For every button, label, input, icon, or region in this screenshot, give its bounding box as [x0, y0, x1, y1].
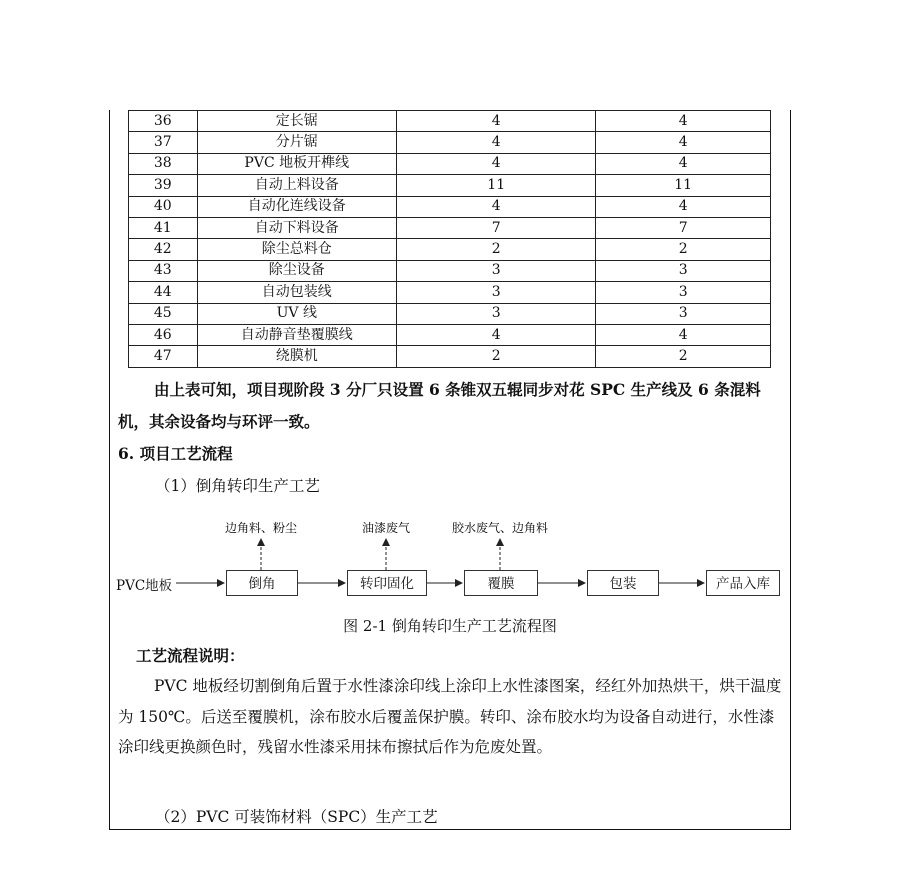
eia-quantity-cell: 3	[397, 303, 596, 324]
equipment-name-cell: 自动下料设备	[197, 217, 396, 238]
flow-source-label: PVC地板	[116, 578, 173, 594]
table-row	[129, 282, 771, 303]
eia-quantity-cell: 4	[397, 153, 596, 174]
row-number-cell: 37	[129, 132, 198, 153]
actual-quantity-cell: 11	[596, 175, 771, 196]
flow-step-warehousing: 产品入库	[706, 570, 780, 596]
row-number-cell: 43	[129, 260, 198, 281]
table-row	[129, 324, 771, 345]
figure-caption: 图 2-1 倒角转印生产工艺流程图	[343, 617, 557, 635]
table-row	[129, 346, 771, 367]
flow-step-film-coating: 覆膜	[464, 570, 538, 596]
row-number-cell: 42	[129, 239, 198, 260]
table-row	[129, 303, 771, 324]
table-row	[129, 132, 771, 153]
actual-quantity-cell: 2	[596, 346, 771, 367]
table-row	[129, 260, 771, 281]
equipment-name-cell: 定长锯	[197, 111, 396, 132]
equipment-name-cell: UV 线	[197, 303, 396, 324]
actual-quantity-cell: 7	[596, 217, 771, 238]
actual-quantity-cell: 4	[596, 324, 771, 345]
subsection-title-1: （1）倒角转印生产工艺	[155, 477, 320, 495]
actual-quantity-cell: 3	[596, 282, 771, 303]
equipment-name-cell: 除尘设备	[197, 260, 396, 281]
row-number-cell: 46	[129, 324, 198, 345]
row-number-cell: 47	[129, 346, 198, 367]
row-number-cell: 41	[129, 217, 198, 238]
row-number-cell: 36	[129, 111, 198, 132]
table-row	[129, 175, 771, 196]
actual-quantity-cell: 3	[596, 260, 771, 281]
eia-quantity-cell: 2	[397, 239, 596, 260]
eia-quantity-cell: 2	[397, 346, 596, 367]
row-number-cell: 39	[129, 175, 198, 196]
eia-quantity-cell: 4	[397, 324, 596, 345]
section-heading: 6. 项目工艺流程	[118, 444, 233, 463]
process-note-body: PVC 地板经切割倒角后置于水性漆涂印线上涂印上水性漆图案，经红外加热烘干，烘干温度为 150℃。后送至覆膜机，涂布胶水后覆盖保护膜。转印、涂布胶水均为设备自动进行，水性漆涂印线更换颜色时，残留水性漆采用抹布擦拭后作为危废处置。	[118, 677, 782, 756]
equipment-name-cell: 分片锯	[197, 132, 396, 153]
eia-quantity-cell: 4	[397, 111, 596, 132]
eia-quantity-cell: 4	[397, 196, 596, 217]
subsection-title-2: （2）PVC 可装饰材料（SPC）生产工艺	[155, 808, 438, 826]
actual-quantity-cell: 4	[596, 132, 771, 153]
eia-quantity-cell: 3	[397, 282, 596, 303]
process-note-title: 工艺流程说明：	[136, 646, 245, 665]
flow-step-chamfer: 倒角	[226, 570, 298, 596]
table-row	[129, 153, 771, 174]
equipment-name-cell: 绕膜机	[197, 346, 396, 367]
process-flow-diagram	[110, 515, 790, 615]
table-row	[129, 239, 771, 260]
actual-quantity-cell: 4	[596, 153, 771, 174]
actual-quantity-cell: 4	[596, 196, 771, 217]
actual-quantity-cell: 2	[596, 239, 771, 260]
row-number-cell: 44	[129, 282, 198, 303]
actual-quantity-cell: 4	[596, 111, 771, 132]
equipment-name-cell: 自动化连线设备	[197, 196, 396, 217]
row-number-cell: 40	[129, 196, 198, 217]
summary-paragraph: 由上表可知，项目现阶段 3 分厂只设置 6 条锥双五辊同步对花 SPC 生产线及 6 条混料机，其余设备均与环评一致。	[118, 380, 761, 431]
table-row	[129, 111, 771, 132]
eia-quantity-cell: 4	[397, 132, 596, 153]
equipment-name-cell: PVC 地板开榫线	[197, 153, 396, 174]
emission-label: 胶水废气、边角料	[451, 521, 549, 535]
table-row	[129, 196, 771, 217]
eia-quantity-cell: 3	[397, 260, 596, 281]
actual-quantity-cell: 3	[596, 303, 771, 324]
flow-step-packaging: 包装	[587, 570, 659, 596]
flow-arrows	[110, 515, 790, 615]
equipment-name-cell: 自动包装线	[197, 282, 396, 303]
eia-quantity-cell: 7	[397, 217, 596, 238]
equipment-name-cell: 除尘总料仓	[197, 239, 396, 260]
emission-label: 边角料、粉尘	[224, 521, 298, 535]
equipment-table	[128, 110, 771, 368]
table-row	[129, 217, 771, 238]
equipment-name-cell: 自动静音垫覆膜线	[197, 324, 396, 345]
eia-quantity-cell: 11	[397, 175, 596, 196]
emission-label: 油漆废气	[361, 521, 411, 535]
row-number-cell: 45	[129, 303, 198, 324]
flow-step-transfer-curing: 转印固化	[347, 570, 427, 596]
row-number-cell: 38	[129, 153, 198, 174]
equipment-name-cell: 自动上料设备	[197, 175, 396, 196]
